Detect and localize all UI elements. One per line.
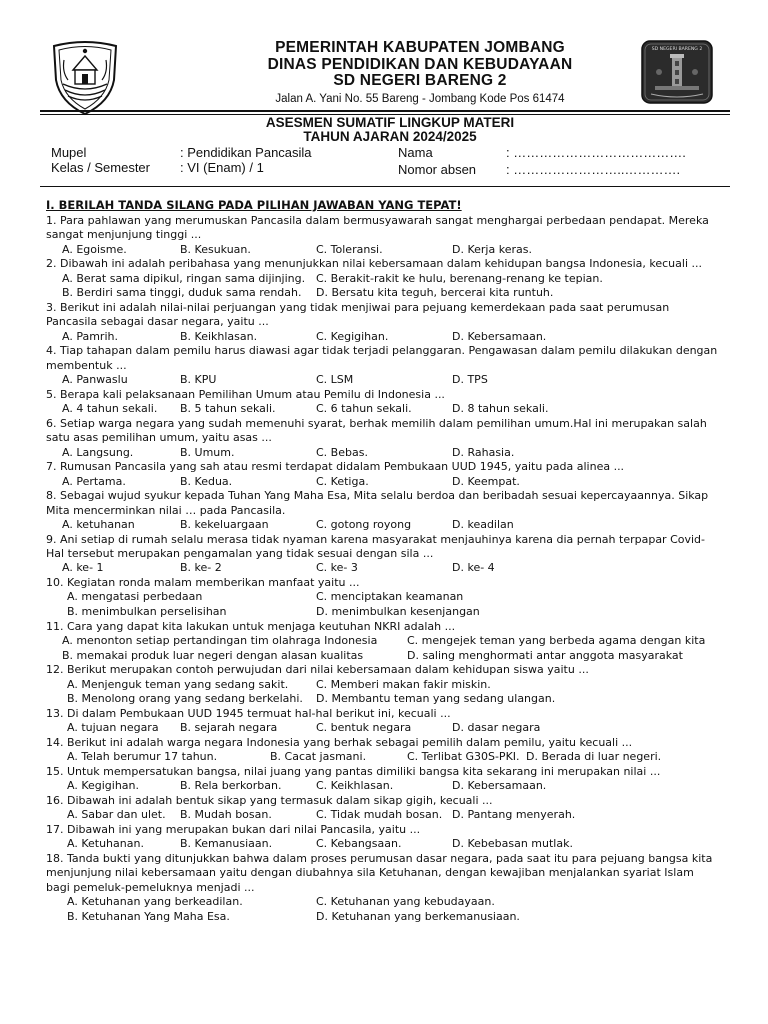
answer-option[interactable]: C. Ketiga. [316, 474, 369, 488]
answer-option[interactable]: D. Berada di luar negeri. [526, 750, 662, 764]
answer-option[interactable]: C. Kegigihan. [316, 329, 389, 343]
question-text: 8. Sebagai wujud syukur kepada Tuhan Yang Maha Esa, Mita selalu berdoa dan beribadah sesuai kepercayaannya. Sikap [46, 489, 709, 503]
answer-option[interactable]: C. Memberi makan fakir miskin. [316, 677, 491, 691]
answer-option[interactable]: D. Kerja keras. [452, 242, 532, 256]
answer-option[interactable]: C. LSM [316, 373, 354, 387]
absen-label: Nomor absen [398, 162, 477, 177]
answer-option[interactable]: D. menimbulkan kesenjangan [316, 605, 480, 619]
answer-row [46, 910, 726, 925]
answer-row [46, 837, 726, 852]
answer-row [46, 808, 726, 823]
answer-option[interactable]: B. ke- 2 [180, 561, 222, 575]
kelas-label: Kelas / Semester [51, 160, 150, 175]
nama-field[interactable]: : …………………………………. [506, 145, 686, 160]
mupel-label: Mupel [51, 145, 87, 160]
answer-option[interactable]: A. ketuhanan [62, 518, 135, 532]
answer-option[interactable]: C. gotong royong [316, 518, 412, 532]
answer-row [46, 330, 726, 345]
answer-option[interactable]: C. Ketuhanan yang kebudayaan. [316, 895, 495, 909]
question-text: 6. Setiap warga negara yang sudah memenuhi syarat, berhak memilih dalam pemilihan umum.Hal ini merupakan salah [46, 416, 707, 430]
answer-option[interactable]: D. dasar negara [452, 721, 541, 735]
answer-row [46, 649, 726, 664]
answer-option[interactable]: A. ke- 1 [62, 561, 104, 575]
absen-field[interactable]: : ……………………..…………. [506, 162, 681, 177]
answer-option[interactable]: C. Toleransi. [316, 242, 383, 256]
answer-option[interactable]: B. Berdiri sama tinggi, duduk sama rendah. [62, 286, 302, 300]
answer-option[interactable]: A. Ketuhanan yang berkeadilan. [67, 895, 243, 909]
answer-option[interactable]: C. Bebas. [316, 445, 368, 459]
answer-option[interactable]: D. keadilan [452, 518, 514, 532]
letterhead-line-2: DINAS PENDIDIKAN DAN KEBUDAYAAN [267, 55, 573, 73]
answer-option[interactable]: D. TPS [452, 373, 488, 387]
answer-option[interactable]: B. menimbulkan perselisihan [67, 605, 227, 619]
question-text: 17. Dibawah ini yang merupakan bukan dari nilai Pancasila, yaitu ... [46, 822, 421, 836]
answer-option[interactable]: D. Ketuhanan yang berkemanusiaan. [316, 909, 520, 923]
section-title: I. BERILAH TANDA SILANG PADA PILIHAN JAWABAN YANG TEPAT! [46, 198, 462, 212]
question-list [46, 197, 726, 924]
answer-row [46, 446, 726, 461]
answer-row [46, 779, 726, 794]
question-text: 15. Untuk mempersatukan bangsa, nilai juang yang pantas dimiliki bangsa kita sekarang ini merupakan nilai ... [46, 764, 661, 778]
answer-row [46, 561, 726, 576]
question-text: 14. Berikut ini adalah warga negara Indonesia yang berhak sebagai pemilih dalam pemilu, yaitu kecuali ... [46, 735, 633, 749]
answer-option[interactable]: D. Bersatu kita teguh, bercerai kita runtuh. [316, 286, 554, 300]
question-text: Hal tersebut merupakan pengamalan yang tidak sesuai dengan sila ... [46, 547, 434, 561]
answer-option[interactable]: D. saling menghormati antar anggota masyarakat [407, 648, 683, 662]
answer-option[interactable]: B. 5 tahun sekali. [180, 402, 276, 416]
answer-option[interactable]: B. sejarah negara [180, 721, 278, 735]
answer-option[interactable]: D. 8 tahun sekali. [452, 402, 549, 416]
letterhead-line-3: SD NEGERI BARENG 2 [333, 72, 507, 89]
answer-option[interactable]: B. Umum. [180, 445, 235, 459]
answer-option[interactable]: B. Ketuhanan Yang Maha Esa. [67, 909, 230, 923]
answer-option[interactable]: C. 6 tahun sekali. [316, 402, 412, 416]
answer-option[interactable]: A. Menjenguk teman yang sedang sakit. [67, 677, 289, 691]
question-text: Mita mencerminkan nilai … pada Pancasila. [46, 503, 286, 517]
answer-row [46, 475, 726, 490]
nama-label: Nama [398, 145, 433, 160]
answer-option[interactable]: A. 4 tahun sekali. [62, 402, 158, 416]
answer-option[interactable]: C. Tidak mudah bosan. [316, 808, 443, 822]
exam-title-line-2: TAHUN AJARAN 2024/2025 [303, 129, 477, 144]
answer-option[interactable]: A. Langsung. [62, 445, 134, 459]
answer-option[interactable]: A. Pertama. [62, 474, 126, 488]
answer-row [46, 721, 726, 736]
answer-option[interactable]: C. Terlibat G30S-PKI. [407, 750, 520, 764]
answer-option[interactable]: B. Menolong orang yang sedang berkelahi. [67, 692, 303, 706]
answer-option[interactable]: C. bentuk negara [316, 721, 412, 735]
answer-row [46, 286, 726, 301]
answer-option[interactable]: C. Keikhlasan. [316, 779, 394, 793]
kelas-value: : VI (Enam) / 1 [180, 160, 264, 175]
answer-option[interactable]: A. Panwaslu [62, 373, 128, 387]
answer-option[interactable]: C. Berakit-rakit ke hulu, berenang-renang ke tepian. [316, 271, 603, 285]
question-text: 4. Tiap tahapan dalam pemilu harus diawasi agar tidak terjadi pelanggaran. Pengawasan dalam pemilu dilakukan dengan [46, 344, 718, 358]
ident-divider [40, 186, 730, 187]
answer-row [46, 692, 726, 707]
answer-option[interactable]: A. mengatasi perbedaan [67, 590, 203, 604]
question-text: menjunjung nilai kebersamaan yaitu dengan diubahnya sila Ketuhanan, dengan kewajiban menjalankan syariat Islam [46, 866, 694, 880]
answer-option[interactable]: C. menciptakan keamanan [316, 590, 464, 604]
answer-option[interactable]: D. Rahasia. [452, 445, 515, 459]
answer-option[interactable]: A. Sabar dan ulet. [67, 808, 166, 822]
answer-option[interactable]: A. tujuan negara [67, 721, 159, 735]
question-text: 18. Tanda bukti yang ditunjukkan bahwa dalam proses perumusan dasar negara, pada saat itu para pejuang bangsa kita [46, 851, 713, 865]
answer-option[interactable]: A. Kegigihan. [67, 779, 140, 793]
answer-option[interactable]: B. Kesukuan. [180, 242, 251, 256]
answer-row [46, 518, 726, 533]
question-text: 10. Kegiatan ronda malam memberikan manfaat yaitu ... [46, 576, 360, 590]
answer-option[interactable]: C. ke- 3 [316, 561, 358, 575]
answer-option[interactable]: D. Keempat. [452, 474, 520, 488]
answer-option[interactable]: B. KPU [180, 373, 217, 387]
question-text: 3. Berikut ini adalah nilai-nilai perjuangan yang tidak menjiwai para pejuang kemerdekaan pada saat perumusan [46, 301, 670, 314]
question-text: sangat menjunjung tinggi ... [46, 228, 202, 242]
question-text: 13. Di dalam Pembukaan UUD 1945 termuat hal-hal berikut ini, kecuali ... [46, 706, 451, 720]
answer-option[interactable]: B. Cacat jasmani. [270, 750, 367, 764]
answer-option[interactable]: C. Kebangsaan. [316, 837, 402, 851]
answer-row [46, 750, 726, 765]
answer-row [46, 272, 726, 287]
question-text: 1. Para pahlawan yang merumuskan Pancasila dalam bermusyawarah sangat menghargai perbedaan pendapat. Mereka [46, 214, 709, 227]
question-text: 12. Berikut merupakan contoh perwujudan dari nilai kebersamaan dalam kehidupan siswa yaitu ... [46, 663, 589, 677]
answer-row [46, 605, 726, 620]
jombang-emblem-icon [46, 40, 124, 118]
question-text: 5. Berapa kali pelaksanaan Pemilihan Umum atau Pemilu di Indonesia ... [46, 387, 445, 401]
question-text: 16. Dibawah ini adalah bentuk sikap yang termasuk dalam sikap gigih, kecuali ... [46, 793, 493, 807]
mupel-value: : Pendidikan Pancasila [180, 145, 312, 160]
question-text: 11. Cara yang dapat kita lakukan untuk menjaga keutuhan NKRI adalah ... [46, 619, 456, 633]
answer-row [46, 678, 726, 693]
answer-option[interactable]: B. Rela berkorban. [180, 779, 282, 793]
answer-option[interactable]: A. Telah berumur 17 tahun. [67, 750, 218, 764]
letterhead-line-1: PEMERINTAH KABUPATEN JOMBANG [275, 39, 565, 56]
answer-row [46, 243, 726, 258]
answer-option[interactable]: A. Egoisme. [62, 242, 127, 256]
school-logo-text: SD NEGERI BARENG 2 [651, 47, 703, 52]
question-text: bagi pemeluk-pemeluknya menjadi ... [46, 880, 255, 894]
answer-row [46, 590, 726, 605]
answer-option[interactable]: A. Ketuhanan. [67, 837, 144, 851]
answer-row [46, 373, 726, 388]
letterhead-address: Jalan A. Yani No. 55 Bareng - Jombang Kode Pos 61474 [275, 92, 565, 105]
exam-title [190, 116, 590, 144]
answer-option[interactable]: B. Mudah bosan. [180, 808, 272, 822]
answer-row [46, 895, 726, 910]
question-text: satu asas pemilihan umum, yaitu asas ... [46, 431, 272, 445]
answer-row [46, 402, 726, 417]
answer-option[interactable]: A. Berat sama dipikul, ringan sama dijinjing. [62, 271, 306, 285]
question-text: 2. Dibawah ini adalah peribahasa yang menunjukkan nilai kebersamaan dalam kehidupan bangsa Indonesia, kecuali ... [46, 257, 702, 271]
answer-option[interactable]: A. Pamrih. [62, 329, 118, 343]
answer-option[interactable]: B. memakai produk luar negeri dengan alasan kualitas [62, 648, 364, 662]
answer-option[interactable]: A. menonton setiap pertandingan tim olahraga Indonesia [62, 634, 378, 648]
answer-option[interactable]: D. Kebebasan mutlak. [452, 837, 573, 851]
answer-option[interactable]: D. Kebersamaan. [452, 329, 547, 343]
answer-option[interactable]: B. Keikhlasan. [180, 329, 258, 343]
answer-option[interactable]: D. Kebersamaan. [452, 779, 547, 793]
letterhead [190, 40, 650, 107]
answer-option[interactable]: B. kekeluargaan [180, 518, 269, 532]
exam-title-line-1: ASESMEN SUMATIF LINGKUP MATERI [265, 115, 515, 130]
answer-option[interactable]: D. Membantu teman yang sedang ulangan. [316, 692, 556, 706]
answer-option[interactable]: B. Kedua. [180, 474, 233, 488]
question-text: membentuk ... [46, 358, 127, 372]
answer-option[interactable]: B. Kemanusiaan. [180, 837, 273, 851]
question-text: 9. Ani setiap di rumah selalu merasa tidak nyaman karena masyarakat menjauhinya karena dia pernah terpapar Covid- [46, 532, 706, 546]
school-logo-icon [641, 40, 713, 104]
answer-row [46, 634, 726, 649]
answer-option[interactable]: C. mengejek teman yang berbeda agama dengan kita [407, 634, 706, 648]
question-text: Pancasila sebagai dasar negara, yaitu ... [46, 315, 269, 329]
answer-option[interactable]: D. Pantang menyerah. [452, 808, 576, 822]
letterhead-thick-rule [40, 110, 730, 112]
question-text: 7. Rumusan Pancasila yang sah atau resmi terdapat didalam Pembukaan UUD 1945, yaitu pada alinea ... [46, 460, 625, 474]
answer-option[interactable]: D. ke- 4 [452, 561, 495, 575]
